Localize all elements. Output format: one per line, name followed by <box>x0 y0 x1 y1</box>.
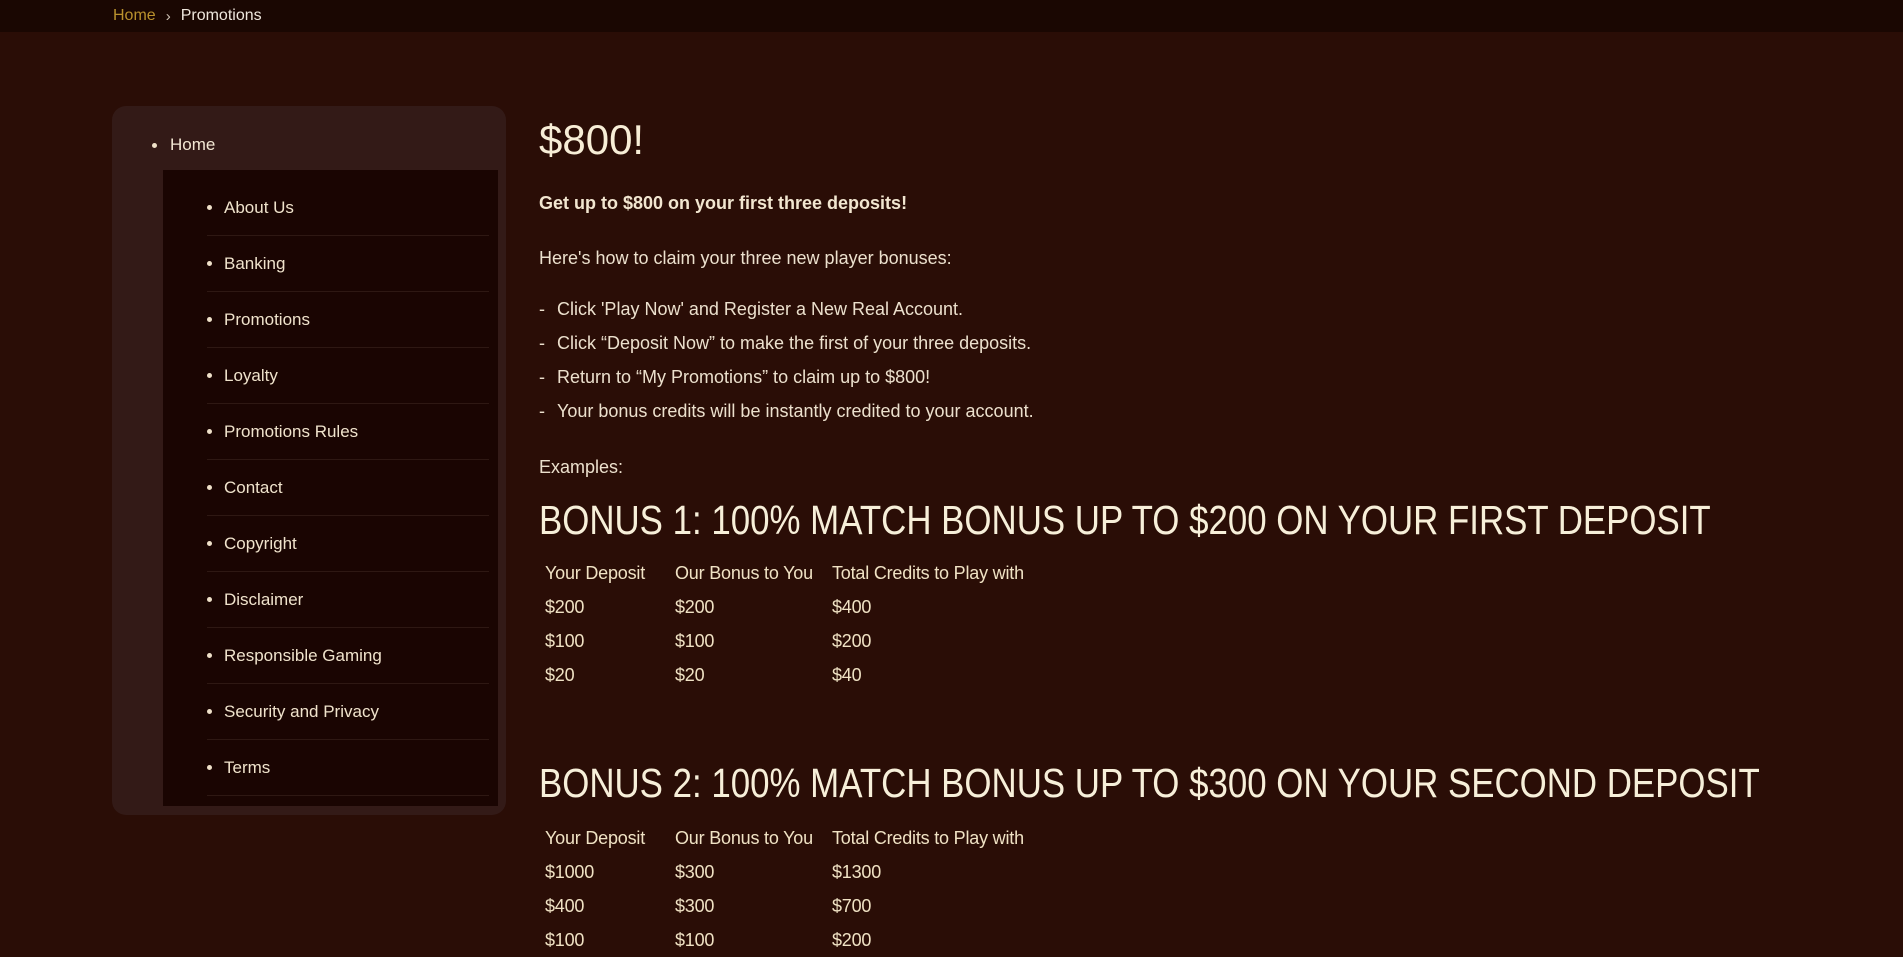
breadcrumb-current: Promotions <box>180 7 262 24</box>
page-title: $800! <box>539 116 645 163</box>
table-cell: $1000 <box>545 861 595 882</box>
column-header: Your Deposit <box>545 827 646 848</box>
step-marker: - <box>539 299 545 319</box>
claim-step <box>539 394 1699 428</box>
table-cell: $200 <box>832 630 872 651</box>
sidebar-item-label: Copyright <box>224 533 297 553</box>
column-header: Total Credits to Play with <box>832 562 1024 583</box>
table-cell: $20 <box>545 664 575 685</box>
examples-label: Examples: <box>539 457 624 477</box>
bullet-icon <box>207 709 212 714</box>
table-row <box>539 855 1126 889</box>
bonus-1-heading: BONUS 1: 100% MATCH BONUS UP TO $200 ON YOUR FIRST DEPOSIT <box>539 497 1711 543</box>
table-row <box>539 658 1126 692</box>
sidebar-item-promotions-rules[interactable] <box>207 404 489 460</box>
table-cell: $40 <box>832 664 862 685</box>
sidebar-item-label: Banking <box>224 253 286 273</box>
sidebar-item-contact[interactable] <box>207 460 489 516</box>
breadcrumb <box>113 7 262 25</box>
bonus-2-table <box>539 821 1126 957</box>
bullet-icon <box>207 485 212 490</box>
table-cell: $20 <box>675 664 705 685</box>
bullet-icon <box>207 317 212 322</box>
table-header-row <box>539 821 1126 855</box>
breadcrumb-home-link[interactable]: Home <box>113 7 156 24</box>
table-cell: $300 <box>675 861 715 882</box>
sidebar-item-banking[interactable] <box>207 236 489 292</box>
sidebar-item-home[interactable] <box>152 134 506 156</box>
sidebar-item-label: Loyalty <box>224 365 278 385</box>
breadcrumb-separator: › <box>165 7 171 25</box>
table-cell: $400 <box>545 895 585 916</box>
table-cell: $100 <box>545 929 585 950</box>
sidebar-item-label: Responsible Gaming <box>224 645 382 665</box>
column-header: Our Bonus to You <box>675 827 813 848</box>
column-header: Our Bonus to You <box>675 562 813 583</box>
step-marker: - <box>539 401 545 421</box>
sidebar-item-label: Promotions Rules <box>224 421 359 441</box>
column-header: Your Deposit <box>545 562 646 583</box>
bullet-icon <box>207 261 212 266</box>
table-cell: $400 <box>832 596 872 617</box>
promo-subtitle: Get up to $800 on your first three deposits! <box>539 193 908 213</box>
table-row <box>539 923 1126 957</box>
sidebar-item-disclaimer[interactable] <box>207 572 489 628</box>
sidebar-item-label: Contact <box>224 477 283 497</box>
claim-step <box>539 326 1699 360</box>
sidebar-item-copyright[interactable] <box>207 516 489 572</box>
sidebar-item-loyalty[interactable] <box>207 348 489 404</box>
sidebar-item-label: Promotions <box>224 309 310 329</box>
column-header: Total Credits to Play with <box>832 827 1024 848</box>
sidebar-item-label: About Us <box>224 197 294 217</box>
table-header-row <box>539 556 1126 590</box>
bullet-icon <box>207 373 212 378</box>
step-text: Click “Deposit Now” to make the first of your three deposits. <box>557 333 1032 353</box>
bonus-2-heading: BONUS 2: 100% MATCH BONUS UP TO $300 ON YOUR SECOND DEPOSIT <box>539 760 1760 806</box>
table-cell: $1300 <box>832 861 882 882</box>
claim-step <box>539 360 1699 394</box>
sidebar-item-label: Terms <box>224 757 271 777</box>
table-row <box>539 889 1126 923</box>
table-cell: $300 <box>675 895 715 916</box>
bullet-icon <box>207 541 212 546</box>
main-content <box>539 0 1760 957</box>
sidebar-item-label: Security and Privacy <box>224 701 379 721</box>
bullet-icon <box>152 143 157 148</box>
sidebar-item-about-us[interactable] <box>207 180 489 236</box>
bullet-icon <box>207 765 212 770</box>
bullet-icon <box>207 597 212 602</box>
sidebar-submenu <box>163 170 498 806</box>
table-cell: $200 <box>832 929 872 950</box>
table-row <box>539 624 1126 658</box>
sidebar-item-security-and-privacy[interactable] <box>207 684 489 740</box>
bullet-icon <box>207 205 212 210</box>
step-text: Return to “My Promotions” to claim up to $800! <box>557 367 931 387</box>
table-cell: $200 <box>545 596 585 617</box>
table-cell: $100 <box>675 929 715 950</box>
table-cell: $700 <box>832 895 872 916</box>
step-marker: - <box>539 367 545 387</box>
table-cell: $100 <box>545 630 585 651</box>
sidebar-item-terms[interactable] <box>207 740 489 796</box>
table-cell: $100 <box>675 630 715 651</box>
bullet-icon <box>207 653 212 658</box>
step-marker: - <box>539 333 545 353</box>
bullet-icon <box>207 429 212 434</box>
claim-steps-list <box>539 292 1699 428</box>
step-text: Your bonus credits will be instantly credited to your account. <box>557 401 1034 421</box>
sidebar-item-responsible-gaming[interactable] <box>207 628 489 684</box>
table-row <box>539 590 1126 624</box>
table-cell: $200 <box>675 596 715 617</box>
claim-step <box>539 292 1699 326</box>
step-text: Click 'Play Now' and Register a New Real Account. <box>557 299 964 319</box>
sidebar <box>112 106 506 815</box>
sidebar-item-promotions[interactable] <box>207 292 489 348</box>
promo-intro: Here's how to claim your three new player bonuses: <box>539 248 952 268</box>
bonus-1-table <box>539 556 1126 692</box>
sidebar-item-label: Home <box>170 135 216 154</box>
sidebar-item-label: Disclaimer <box>224 589 304 609</box>
